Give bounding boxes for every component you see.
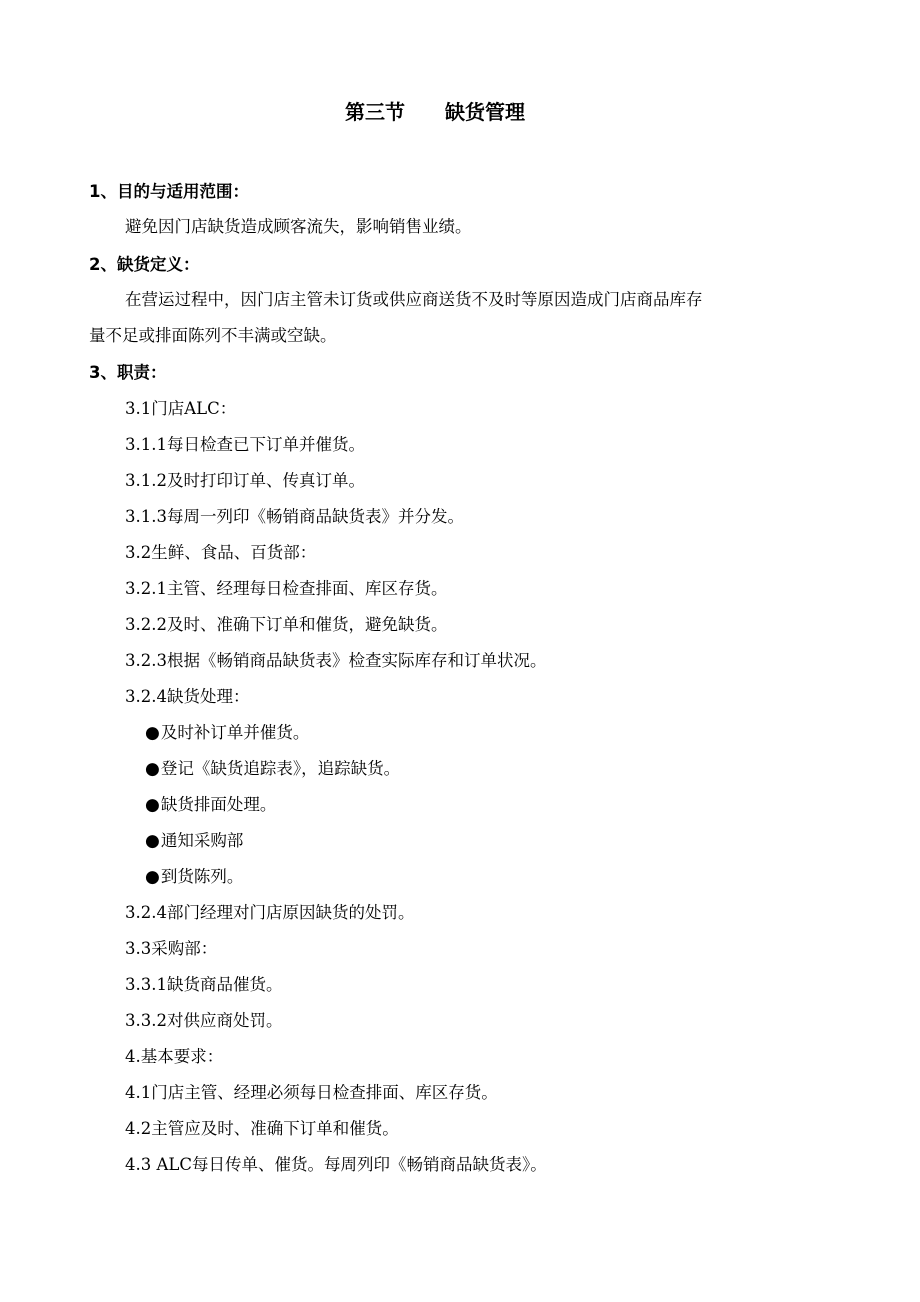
list-item: 4.3 ALC每日传单、催货。每周列印《畅销商品缺货表》。	[125, 1155, 547, 1174]
section-heading-duties: 3、职责：	[89, 363, 167, 382]
list-item: 3.2.1主管、经理每日检查排面、库区存货。	[125, 579, 448, 598]
list-item: 3.3采购部：	[125, 939, 218, 958]
list-item: 3.2.2及时、准确下订单和催货，避免缺货。	[125, 615, 448, 634]
bullet-text: 到货陈列。	[160, 867, 244, 886]
section-heading-definition: 2、缺货定义：	[89, 255, 200, 274]
list-item: 3.1门店ALC：	[125, 399, 237, 418]
bullet-item	[145, 794, 276, 816]
bullet-icon: ●	[145, 831, 160, 851]
list-item: 4.基本要求：	[125, 1047, 224, 1066]
bullet-item	[145, 722, 309, 744]
definition-text-line-2: 量不足或排面陈列不丰满或空缺。	[89, 326, 337, 345]
bullet-item	[145, 866, 243, 888]
page-title: 第三节 缺货管理	[345, 100, 525, 124]
bullet-text: 缺货排面处理。	[160, 795, 277, 814]
list-item: 3.3.1缺货商品催货。	[125, 975, 283, 994]
definition-text-line-1: 在营运过程中，因门店主管未订货或供应商送货不及时等原因造成门店商品库存	[125, 290, 703, 309]
list-item: 3.1.1每日检查已下订单并催货。	[125, 435, 365, 454]
bullet-text: 登记《缺货追踪表》，追踪缺货。	[160, 759, 401, 778]
bullet-item	[145, 758, 400, 780]
list-item: 3.2.3根据《畅销商品缺货表》检查实际库存和订单状况。	[125, 651, 547, 670]
list-item: 3.2.4部门经理对门店原因缺货的处罚。	[125, 903, 415, 922]
bullet-icon: ●	[145, 795, 160, 815]
bullet-icon: ●	[145, 867, 160, 887]
list-item: 3.3.2对供应商处罚。	[125, 1011, 283, 1030]
bullet-icon: ●	[145, 759, 160, 779]
list-item: 4.2主管应及时、准确下订单和催货。	[125, 1119, 399, 1138]
list-item: 3.2.4缺货处理：	[125, 687, 250, 706]
section-heading-purpose: 1、目的与适用范围：	[89, 182, 249, 201]
bullet-item	[145, 830, 243, 852]
list-item: 4.1门店主管、经理必须每日检查排面、库区存货。	[125, 1083, 498, 1102]
bullet-text: 通知采购部	[160, 831, 244, 850]
bullet-text: 及时补订单并催货。	[160, 723, 310, 742]
list-item: 3.2生鲜、食品、百货部：	[125, 543, 317, 562]
purpose-text: 避免因门店缺货造成顾客流失，影响销售业绩。	[125, 217, 472, 236]
list-item: 3.1.3每周一列印《畅销商品缺货表》并分发。	[125, 507, 464, 526]
bullet-icon: ●	[145, 723, 160, 743]
list-item: 3.1.2及时打印订单、传真订单。	[125, 471, 365, 490]
